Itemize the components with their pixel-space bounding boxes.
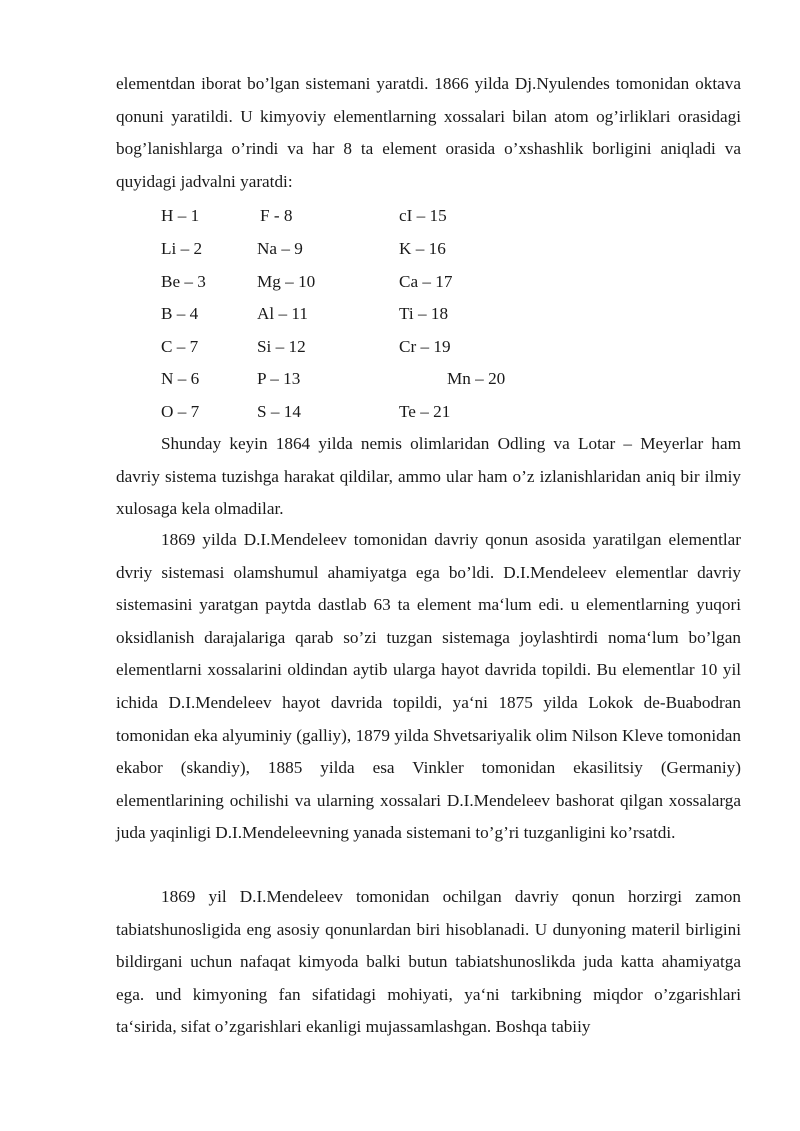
table-cell: S – 14 (257, 402, 301, 421)
table-cell: Si – 12 (257, 337, 306, 356)
table-cell: P – 13 (257, 369, 301, 388)
table-cell: K – 16 (399, 239, 446, 258)
table-cell: B – 4 (161, 304, 199, 323)
paragraph-octave-intro: elementdan iborat bo’lgan sistemani yaratdi. 1866 yilda Dj.Nyulendes tomonidan oktava qonuni yaratildi. U kimyoviy elementlarning xossalari bilan atom og’irliklari orasidagi bog’lanishlarga o’rindi va har 8 ta element orasida o’xshashlik borligini aniqladi va quyidagi jadvalni yaratdi: (116, 74, 741, 191)
table-cell: N – 6 (161, 369, 200, 388)
table-cell: cI – 15 (399, 206, 447, 225)
table-cell: Mn – 20 (447, 369, 506, 388)
table-cell: C – 7 (161, 337, 199, 356)
table-cell: Te – 21 (399, 402, 451, 421)
table-cell: Cr – 19 (399, 337, 451, 356)
paragraph-mendeleev-system: 1869 yilda D.I.Mendeleev tomonidan davriy qonun asosida yaratilgan elementlar dvriy sistemasi olamshumul ahamiyatga ega bo’ldi. D.I.Mendeleev elementlar davriy sistemasini yaratgan paytda dastlab 63 ta element ma‘lum edi. u elementlarning yuqori oksidlanish darajalariga qarab so’zi tuzgan sistemaga joylashtirdi noma‘lum bo’lgan elementlarni xossalarini oldindan aytib ularga hayot davrida topildi. Bu elementlar 10 yil ichida D.I.Mendeleev hayot davrida topildi, ya‘ni 1875 yilda Lokok de-Buabodran tomonidan eka alyuminiy (galliy), 1879 yilda Shvetsariyalik olim Nilson Kleve tomonidan ekabor (skandiy), 1885 yilda esa Vinkler tomonidan ekasilitsiy (Germaniy) elementlarining ochilishi va ularning xossalari D.I.Mendeleev bashorat qilgan xossalarga juda yaqinligi D.I.Mendeleevning yanada sistemani to’g’ri tuzganligini ko’rsatdi. (116, 530, 741, 843)
table-cell: Na – 9 (257, 239, 303, 258)
paragraph-periodic-law: 1869 yil D.I.Mendeleev tomonidan ochilgan davriy qonun horzirgi zamon tabiatshunosligida eng asosiy qonunlardan biri hisoblanadi. U dunyoning materil birligini bildirgani uchun nafaqat kimyoda balki butun tabiatshunoslikda juda katta ahamiyatga ega. und kimyoning fan sifatidagi mohiyati, ya‘ni tarkibning miqdor o’zgarishlari ta‘sirida, sifat o’zgarishlari ekanligi mujassamlashgan. Boshqa tabiiy (116, 887, 741, 1037)
octave-table (0, 200, 800, 428)
table-cell: H – 1 (161, 206, 200, 225)
table-cell: Mg – 10 (257, 272, 316, 291)
table-cell: F - 8 (260, 206, 293, 225)
table-cell: Be – 3 (161, 272, 206, 291)
table-cell: Ca – 17 (399, 272, 453, 291)
table-cell: Al – 11 (257, 304, 308, 323)
table-cell: Li – 2 (161, 239, 203, 258)
table-cell: O – 7 (161, 402, 200, 421)
paragraph-odling-meyer: Shunday keyin 1864 yilda nemis olimlaridan Odling va Lotar – Meyerlar ham davriy sistema tuzishga harakat qildilar, ammo ular ham o’z izlanishlaridan aniq bir ilmiy xulosaga kela olmadilar. (116, 434, 741, 519)
table-cell: Ti – 18 (399, 304, 449, 323)
